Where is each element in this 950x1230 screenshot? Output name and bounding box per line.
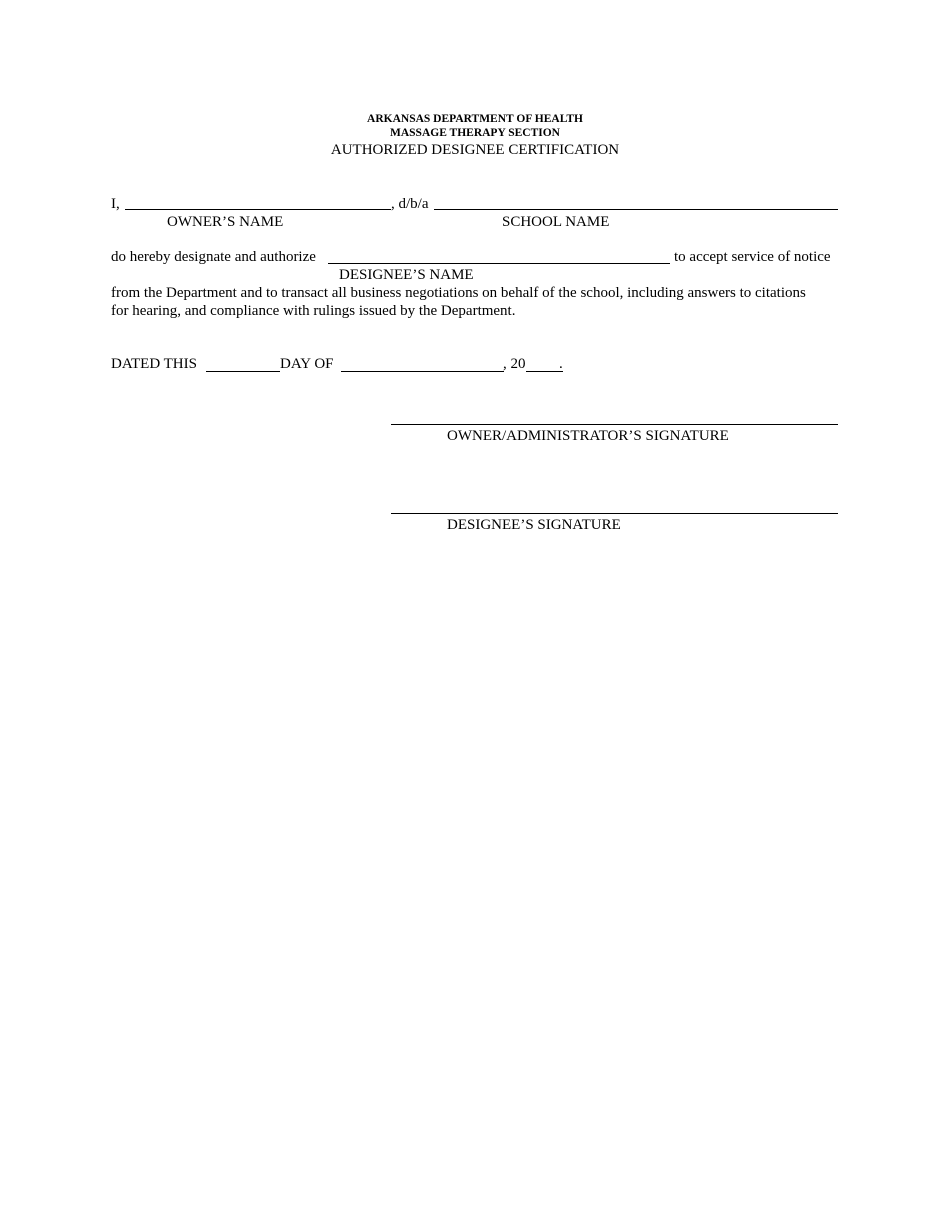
school-name-field[interactable] [434,209,838,210]
designate-prefix: do hereby designate and authorize [111,249,316,265]
body-text-line-1: from the Department and to transact all business negotiations on behalf of the school, including answers to citations [111,285,806,301]
year-prefix-text: , 20 [503,356,526,372]
owner-prefix: I, [111,196,120,212]
body-text-line-2: for hearing, and compliance with rulings issued by the Department. [111,303,516,319]
designee-signature-field[interactable] [391,513,838,514]
day-field[interactable] [206,371,280,372]
section-heading: MASSAGE THERAPY SECTION [390,127,560,139]
dba-text: , d/b/a [391,196,429,212]
owner-admin-signature-label: OWNER/ADMINISTRATOR’S SIGNATURE [447,428,729,444]
day-of-text: DAY OF [280,356,334,372]
department-heading: ARKANSAS DEPARTMENT OF HEALTH [367,113,583,125]
month-field[interactable] [341,371,504,372]
dated-period: . [559,356,563,372]
year-field[interactable] [526,371,563,372]
dated-this-text: DATED THIS [111,356,197,372]
designate-suffix: to accept service of notice [674,249,831,265]
designee-name-label: DESIGNEE’S NAME [339,267,474,283]
designee-name-field[interactable] [328,263,670,264]
form-title: AUTHORIZED DESIGNEE CERTIFICATION [330,142,620,158]
owner-name-field[interactable] [125,209,391,210]
owner-admin-signature-field[interactable] [391,424,838,425]
designee-signature-label: DESIGNEE’S SIGNATURE [447,517,621,533]
school-name-label: SCHOOL NAME [502,214,610,230]
owner-name-label: OWNER’S NAME [167,214,284,230]
